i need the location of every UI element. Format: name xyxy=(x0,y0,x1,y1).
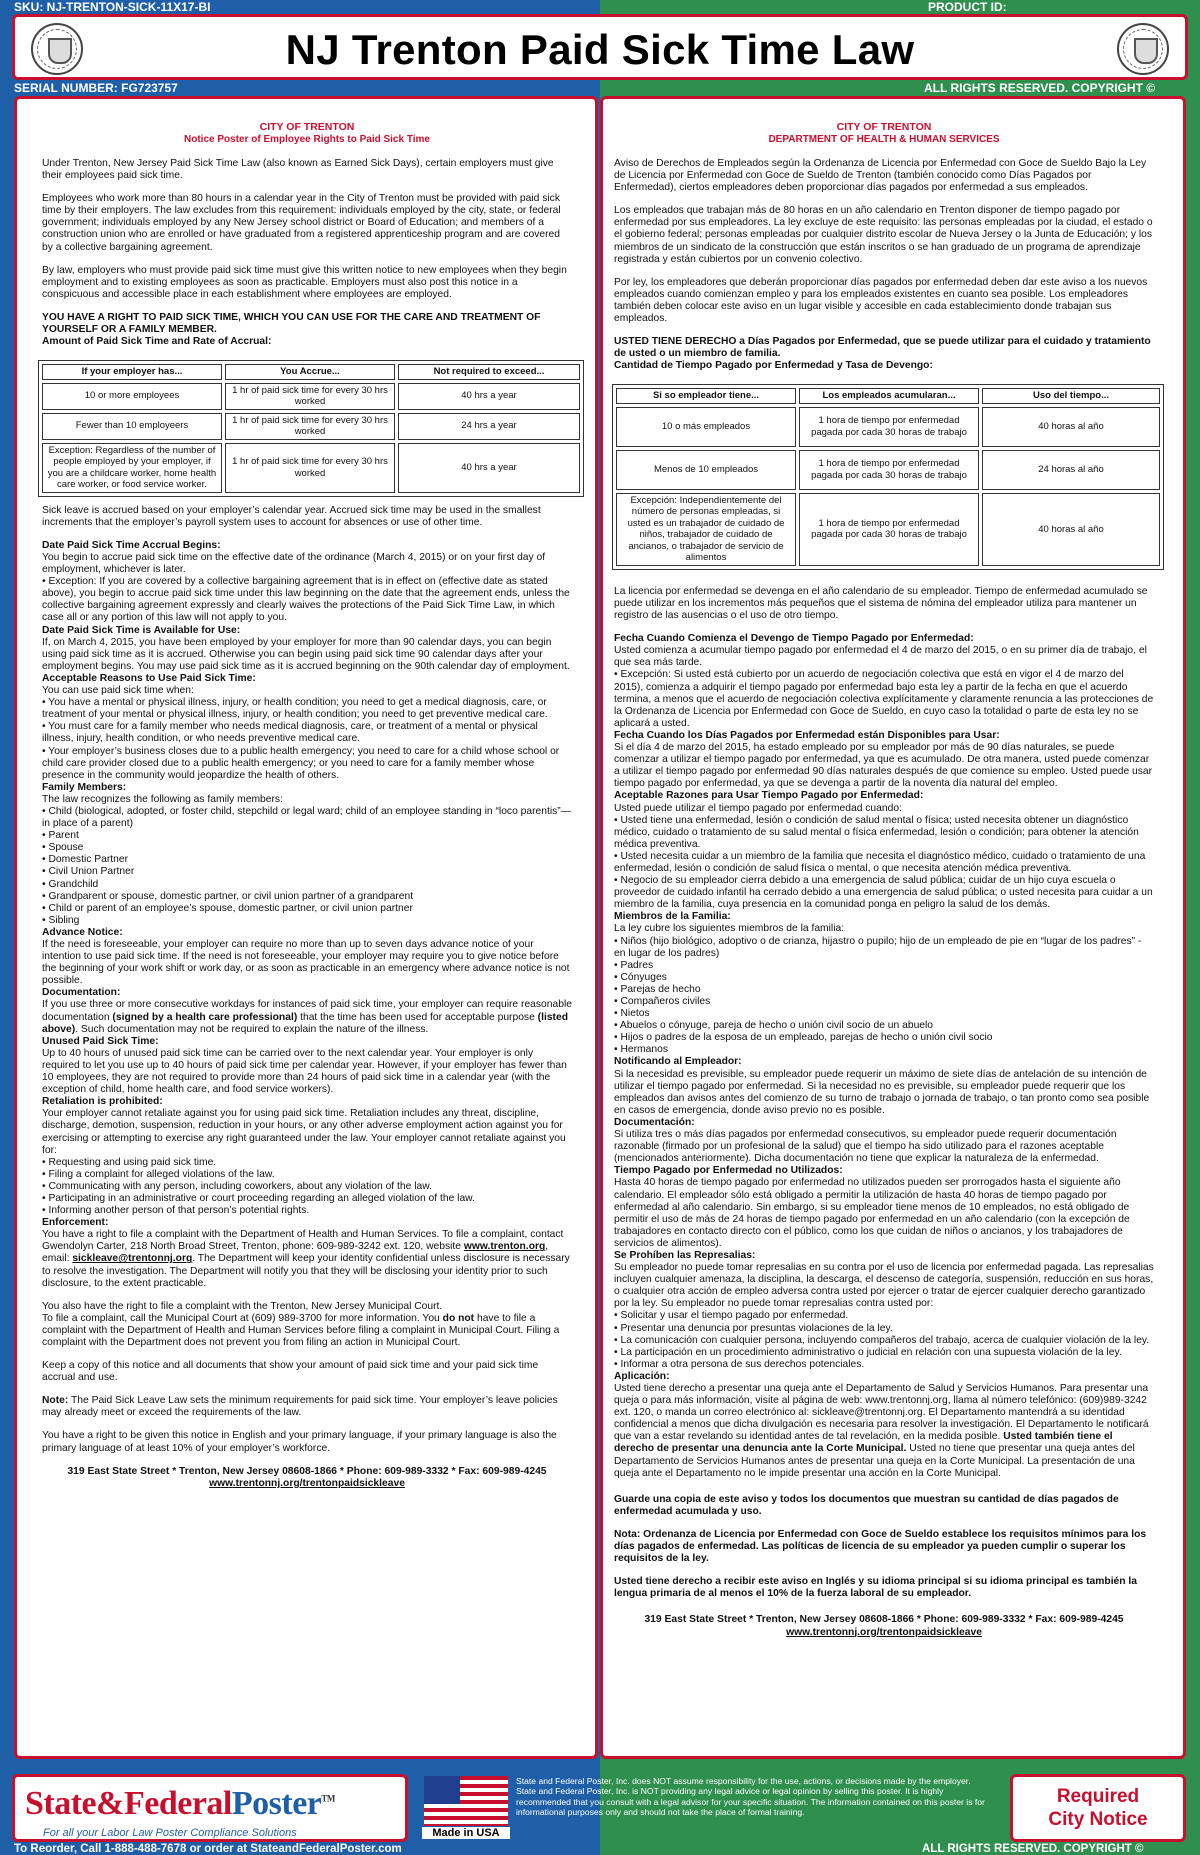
english-eligibility: Employees who work more than 80 hours in a calendar year in the City of Trenton must be provided with paid sick time by their employers. The law excludes from this requirement: individuals employed by the city, state, or federal government; individuals employed by any New Jersey school district or Board of Education; and members of a construction union who are enrolled or have graduated from a registered apprenticeship program and are covered by a collective bargaining agreement. xyxy=(42,193,561,253)
list-item: • Hermanos xyxy=(614,1044,668,1056)
section-heading: Fecha Cuando los Días Pagados por Enfermedad están Disponibles para Usar: xyxy=(614,729,1000,741)
spanish-accrual-note: La licencia por enfermedad se devenga en el año calendario de su empleador. Tiempo de enfermedad acumulado se puede utilizar en los incrementos más pequeños que el sistema de nómina del empleador utiliza para mantener un registro de las ausencias o el uso de otro tiempo. xyxy=(614,585,1148,622)
website-link[interactable]: www.trentonnj.org/trentonpaidsickleave xyxy=(786,1626,982,1638)
english-notice-panel xyxy=(14,96,598,1759)
brand-tagline: For all your Labor Law Poster Compliance Solutions xyxy=(43,1827,297,1839)
city-seal-icon xyxy=(1117,23,1169,75)
list-item: • Parent xyxy=(42,830,79,842)
copyright-footer: ALL RIGHTS RESERVED. COPYRIGHT © xyxy=(922,1843,1144,1855)
table-cell: 10 o más empleados xyxy=(616,407,796,447)
section-heading: Se Prohíben las Represalias: xyxy=(614,1249,756,1261)
section-text: Su empleador no puede tomar represalias en su contra por el uso de licencia por enfermedad pagada. Las represalias incluyen cualquier amenaza, la disciplina, la descarga, el descenso de categoría, suspensión, reducción en sus horas, o cualquier otra acción de empleo adversa contra usted por ejercer o tratar de ejercer cualquier derecho garantizado por la ley. Su empleador no puede tomar represalias contra usted por: xyxy=(614,1262,1154,1310)
court-text: To file a complaint, call the Municipal Court at (609) 989-3700 for more information. You do not have to file a complaint with the Department of Health and Human Services before filing a complaint in Municipal Court. Filing a complaint with the Department does not prevent you from filing an action in Municipal Court. xyxy=(42,1312,560,1348)
list-item: • Abuelos o cónyuge, pareja de hecho o unión civil socio de un abuelo xyxy=(614,1020,934,1032)
spanish-notice-panel xyxy=(600,96,1186,1759)
legal-disclaimer: State and Federal Poster, Inc. does NOT assume responsibility for the use, actions, or decisions made by the employer. State and Federal Poster, Inc. is NOT providing any legal advice or legal opinion by selling this poster. It is highly recommended that you consult with a legal advisor for your specific situation. The information contained on this poster is for informational purposes only and should not take the place of formal training. xyxy=(516,1776,985,1817)
list-item: • Domestic Partner xyxy=(42,854,129,866)
list-item: • Your employer’s business closes due to a public health emergency; you need to care for a child whose school or child care provider closed due to a public health emergency; or you need to care for a family member whose presence in the community would jeopardize the health of others. xyxy=(42,745,560,781)
section-heading: Advance Notice: xyxy=(42,926,123,938)
section-heading: Date Paid Sick Time Accrual Begins: xyxy=(42,539,221,551)
list-item: • Negocio de su empleador cierra debido a una emergencia de salud pública; cuidar de un hijo cuya escuela o proveedor de cuidado infantil ha cerrado debido a una emergencia de salud pública; o usted necesita para cuidar a un miembro de la familia, cuya presencia en la comunidad ponga en peligro la salud de los demás. xyxy=(614,875,1153,911)
spanish-amount-heading: Cantidad de Tiempo Pagado por Enfermedad y Tasa de Devengo: xyxy=(614,360,933,372)
section-text: La ley cubre los siguientes miembros de la familia: xyxy=(614,923,845,935)
section-text: If the need is foreseeable, your employer can require no more than up to seven days advance notice of your intention to use paid sick time. If the need is not foreseeable, your employer may require you to give notice before the beginning of your work shift or work day, or as soon as practicable in an emergency where advance notice is not possible. xyxy=(42,939,570,987)
section-text: Si el día 4 de marzo del 2015, ha estado empleado por su empleador por más de 90 días naturales, se puede comenzar a utilizar el tiempo pagado por enfermedad, ya que es acumulado. De otra manera, usted puede comenzar a utilizar el tiempo pagado por enfermedad 90 días naturales después de que comience su empleo. Usted puede usar tiempo pagado por enfermedad, ya que se devenga a partir de la noventa día natural del empleo. xyxy=(614,742,1153,790)
section-text: Hasta 40 horas de tiempo pagado por enfermedad no utilizados pueden ser prorrogados hasta el siguiente año calendario. El empleador sólo está obligado a permitir la utilización de hasta 40 horas de tiempo pagado por enfermedad al año calendario. Sin embargo, si su empleador tiene menos de 10 empleados, no está obligado de permitir el uso de más de 24 horas de tiempo pagado por enfermedad en un año calendario (con la excepción de trabajadores en contacto directo con el público, como los que cuidan de niños o ancianos, y los trabajadores de servicios de alimentos). xyxy=(614,1177,1130,1249)
table-header: You Accrue... xyxy=(225,364,395,380)
section-text: Up to 40 hours of unused paid sick time can be carried over to the next calendar year. Your employer is only required to let you use up to 40 hours of paid sick time per calendar year. However, if your employer has fewer than 10 employees, they are not required to provide more than 24 hours of paid sick time in a calendar year (with the exception of child, home health care, and food service workers). xyxy=(42,1047,567,1096)
section-text: Usted comienza a acumular tiempo pagado por enfermedad el 4 de marzo del 2015, o en su primer día de trabajo, el que sea más tarde. xyxy=(614,645,1147,669)
list-item: • Informar a otra persona de sus derechos potenciales. xyxy=(614,1358,865,1370)
section-text: Usted tiene derecho a presentar una queja ante el Departamento de Salud y Servicios Humanos. Para presentar una queja o para más información, visite al página de web: www.trentonnj.org, llama al número telefónico: (609)989-3242 ext. 120, o manda un correo electrónico al: sickleave@trentonnj.org. El Departamento mantendrá a su identidad confidencial a menos que dicha divulgación es necesaria para resolver la investigación. El Departamento le notificará que van a estar revelando su identidad antes de tal revelación, en la medida posible. Usted también tiene el derecho de presentar una denuncia ante la Corte Municipal. Usted no tiene que presentar una queja antes del Departamento de Servicios Humanos antes de presentar una queja en la Corte Municipal. La presentación de una queja ante el Departamento no le impide presentar una acción en la Corte Municipal. xyxy=(614,1383,1149,1479)
table-cell: Excepción: Independientemente del número de personas empleadas, si usted es un trabajador de cuidado de niños, trabajador de cuidado de ancianos, o trabajador de servicio de alimentos xyxy=(616,493,796,566)
required-notice-box xyxy=(1010,1774,1186,1842)
table-cell: 1 hora de tiempo por enfermedad pagada por cada 30 horas de trabajo xyxy=(799,450,979,490)
list-item: • La participación en un procedimiento administrativo o judicial en relación con una supuesta violación de la ley. xyxy=(614,1346,1122,1358)
section-heading: Date Paid Sick Time is Available for Use: xyxy=(42,624,241,636)
list-item: • Niños (hijo biológico, adoptivo o de crianza, hijastro o pupilo; hijo de un empleado de pie en “lugar de los padres” - en lugar de los padres) xyxy=(614,935,1142,959)
section-text: • Exception: If you are covered by a collective bargaining agreement that is in effect on (effective date as stated above), you begin to accrue paid sick time under this law beginning on the date that the agreement ends, unless the collective bargaining agreement expressly and clearly waives the protections of the Paid Sick Time Law, in which case all or any portion of this law will not apply to you. xyxy=(42,576,570,624)
list-item: • Participating in an administrative or court proceeding regarding an alleged violation of the law. xyxy=(42,1192,475,1204)
list-item: • You must care for a family member who needs medical diagnosis, care, or treatment of a mental or physical illness, injury, health condition, or who needs preventive medical care. xyxy=(42,721,538,745)
list-item: • Usted necesita cuidar a un miembro de la familia que necesita el diagnóstico médico, cuidado o tratamiento de una enfermedad, lesión o condición de salud física o mental, o que necesita atención médica preventiva. xyxy=(614,850,1146,874)
list-item: • Parejas de hecho xyxy=(614,983,701,995)
section-heading: Family Members: xyxy=(42,781,127,793)
table-header: Los empleados acumularan... xyxy=(799,388,979,404)
list-item: • Filing a complaint for alleged violations of the law. xyxy=(42,1168,275,1180)
section-heading: Documentation: xyxy=(42,987,121,999)
section-text: You can use paid sick time when: xyxy=(42,685,194,697)
usa-flag-icon xyxy=(424,1776,508,1826)
made-in-usa-label: Made in USA xyxy=(422,1827,510,1839)
table-row xyxy=(42,413,580,440)
note-text: Note: The Paid Sick Leave Law sets the minimum requirements for paid sick time. Your employer’s leave policies may already meet or exceed the requirements of the law. xyxy=(42,1395,558,1419)
list-item: • La comunicación con cualquier persona, incluyendo compañeros del trabajo, acerca de cualquier violación de la ley. xyxy=(614,1334,1150,1346)
section-text: You have a right to file a complaint with the Department of Health and Human Services. To file a complaint, contact Gwendolyn Carter, 218 North Broad Street, Trenton, phone: 609-989-3242 ext. 120, website www.trenton.org, email: sickleave@trentonnj.org. The Department will keep your identity confidential unless disclosure is necessary to resolve the investigation. The Department will notify you that they will be disclosing your identity prior to such disclosure, to the extent practicable. xyxy=(42,1229,570,1289)
table-cell: 10 or more employees xyxy=(42,383,222,410)
english-notice-requirement: By law, employers who must provide paid sick time must give this written notice to new employees when they begin employment and to existing employees as soon as practicable. Employers must also post this notice in a conspicuous and accessible place in each establishment where employees are employed. xyxy=(42,264,567,300)
brand-logo-box xyxy=(12,1774,408,1842)
section-heading: Unused Paid Sick Time: xyxy=(42,1035,159,1047)
list-item: • Child or parent of an employee’s spouse, domestic partner, or civil union partner xyxy=(42,902,413,914)
spanish-eligibility: Los empleados que trabajan más de 80 horas en un año calendario en Trenton disponer de tiempo pagado por enfermedad por sus empleadores. La ley excluye de este requisito: las personas empleadas por la ciudad, el estado o el gobierno federal; personas empleadas por cualquier distrito escolar de Nueva Jersey o la Junta de Educación; y los miembros de un sindicato de la construcción que están inscritos o se han graduado de un programa de aprendizaje registrada y están cubiertos por un convenio colectivo. xyxy=(614,205,1153,265)
english-right-statement: YOU HAVE A RIGHT TO PAID SICK TIME, WHICH YOU CAN USE FOR THE CARE AND TREATMENT OF YOURSELF OR A FAMILY MEMBER. xyxy=(42,311,541,336)
keep-copy-text: Guarde una copia de este aviso y todos los documentos que muestran su cantidad de días pagados de enfermedad acumulada y uso. xyxy=(614,1493,1119,1517)
product-id-label: PRODUCT ID: xyxy=(928,0,1007,14)
table-cell: 1 hr of paid sick time for every 30 hrs worked xyxy=(225,413,395,440)
list-item: • Civil Union Partner xyxy=(42,866,135,878)
list-item: • Compañeros civiles xyxy=(614,996,711,1007)
table-cell: Exception: Regardless of the number of people employed by your employer, if you are a childcare worker, home health care worker, or food service worker. xyxy=(42,443,222,493)
email-link[interactable]: sickleave@trentonnj.org xyxy=(72,1253,193,1265)
english-accrual-note: Sick leave is accrued based on your employer’s calendar year. Accrued sick time may be used in the smallest increments that the employer’s payroll system uses to account for absences or use of other time. xyxy=(42,504,541,528)
page-title: NJ Trenton Paid Sick Time Law xyxy=(285,26,915,73)
table-cell: 1 hora de tiempo por enfermedad pagada por cada 30 horas de trabajo xyxy=(799,407,979,447)
table-cell: 24 horas al año xyxy=(982,450,1160,490)
section-heading: Fecha Cuando Comienza el Devengo de Tiempo Pagado por Enfermedad: xyxy=(614,633,974,645)
serial-number: SERIAL NUMBER: FG723757 xyxy=(14,81,178,95)
table-header: Si so empleador tiene... xyxy=(616,388,796,404)
spanish-accrual-table xyxy=(612,384,1164,570)
english-accrual-table xyxy=(38,360,584,497)
list-item: • Spouse xyxy=(42,842,84,854)
section-text: Usted puede utilizar el tiempo pagado por enfermedad cuando: xyxy=(614,802,902,814)
list-item: • Solicitar y usar el tiempo pagado por enfermedad. xyxy=(614,1310,849,1322)
list-item: • Padres xyxy=(614,959,654,971)
section-text: You begin to accrue paid sick time on the effective date of the ordinance (March 4, 2015) or on your first day of employment, whichever is later. xyxy=(42,552,546,576)
table-row xyxy=(42,383,580,410)
section-heading: Aplicación: xyxy=(614,1370,670,1382)
section-text: Si utiliza tres o más días pagados por enfermedad consecutivos, su empleador puede requerir documentación razonable (firmado por un profesional de la salud) que el tiempo ha sido utilizado para el razones aceptable (mencionados anteriormente). Dicha documentación no tiene que explicar la naturaleza de la enfermedad. xyxy=(614,1129,1117,1165)
copyright-label: ALL RIGHTS RESERVED. COPYRIGHT © xyxy=(924,81,1156,95)
list-item: • Hijos o padres de la esposa de un empleado, parejas de hecho o unión civil socio xyxy=(614,1032,993,1044)
table-header: Not required to exceed... xyxy=(398,364,580,380)
language-text: Usted tiene derecho a recibir este aviso en Inglés y su idioma principal si su idioma principal es también la lengua primaria de al menos el 10% de la fuerza laboral de su empleador. xyxy=(614,1576,1138,1600)
list-item: • Nietos xyxy=(614,1008,650,1020)
list-item: • Grandchild xyxy=(42,878,99,890)
made-in-usa-badge xyxy=(422,1774,510,1842)
spanish-department: DEPARTMENT OF HEALTH & HUMAN SERVICES xyxy=(768,134,1000,145)
section-heading: Documentación: xyxy=(614,1116,695,1128)
language-text: You have a right to be given this notice in English and your primary language, if your primary language is also the primary language of at least 10% of your employer’s workforce. xyxy=(42,1430,557,1454)
english-intro: Under Trenton, New Jersey Paid Sick Time Law (also known as Earned Sick Days), certain employers must give their employees paid sick time. xyxy=(42,158,554,182)
section-heading: Notificando al Empleador: xyxy=(614,1056,742,1068)
section-heading: Miembros de la Familia: xyxy=(614,911,731,923)
required-label: Required City Notice xyxy=(1048,1786,1148,1830)
table-row xyxy=(42,443,580,493)
english-amount-heading: Amount of Paid Sick Time and Rate of Accrual: xyxy=(42,336,272,348)
website-link[interactable]: www.trentonnj.org/trentonpaidsickleave xyxy=(209,1477,405,1489)
table-cell: 1 hr of paid sick time for every 30 hrs worked xyxy=(225,443,395,493)
court-text: You also have the right to file a complaint with the Trenton, New Jersey Municipal Court. xyxy=(42,1300,443,1312)
section-text: The law recognizes the following as family members: xyxy=(42,793,283,805)
section-heading: Tiempo Pagado por Enfermedad no Utilizados: xyxy=(614,1165,843,1177)
sku-label: SKU: NJ-TRENTON-SICK-11X17-BI xyxy=(14,0,211,14)
table-cell: 40 horas al año xyxy=(982,493,1160,566)
spanish-city: CITY OF TRENTON xyxy=(836,121,932,133)
brand-logo: State&FederalPoster™ xyxy=(25,1785,335,1822)
table-header: If your employer has... xyxy=(42,364,222,380)
list-item: • You have a mental or physical illness, injury, or health condition; you need to get a medical diagnosis, care, or treatment of your mental or physical illness, injury, or health condition; you need to get preventive medical care. xyxy=(42,697,548,721)
list-item: • Grandparent or spouse, domestic partner, or civil union partner of a grandparent xyxy=(42,890,414,902)
section-heading: Acceptable Reasons to Use Paid Sick Time: xyxy=(42,672,256,684)
title-box xyxy=(12,14,1188,80)
section-heading: Retaliation is prohibited: xyxy=(42,1096,163,1108)
table-row xyxy=(616,493,1160,566)
section-text: Si la necesidad es previsible, su empleador puede requerir un máximo de siete días de antelación de su intención de utilizar el tiempo pagado por enfermedad. Si la necesidad no es previsible, su empleador puede requerir que los empleados dan avisos antes del comienzo de su turno de trabajo o jornada de trabajo, o tan pronto como sea posible en casos de emergencia, donde aviso previo no es posible. xyxy=(614,1068,1150,1116)
address: 319 East State Street * Trenton, New Jersey 08608-1866 * Phone: 609-989-3332 * Fax: 609-989-4245 xyxy=(644,1614,1124,1626)
table-row xyxy=(616,407,1160,447)
table-cell: 1 hora de tiempo por enfermedad pagada por cada 30 horas de trabajo xyxy=(799,493,979,566)
address: 319 East State Street * Trenton, New Jersey 08608-1866 * Phone: 609-989-3332 * Fax: 609-989-4245 xyxy=(67,1465,547,1477)
note-text: Nota: Ordenanza de Licencia por Enfermedad con Goce de Sueldo establece los requisitos mínimos para los días pagados de enfermedad. Las políticas de licencia de su empleador ya pueden cumplir o superar los requisitos de la ley. xyxy=(614,1528,1147,1565)
english-subtitle: Notice Poster of Employee Rights to Paid Sick Time xyxy=(184,134,430,145)
table-header: Uso del tiempo... xyxy=(982,388,1160,404)
spanish-notice-requirement: Por ley, los empleadores que deberán proporcionar días pagados por enfermedad deben dar este aviso a los nuevos empleados cuando comienzan empleo y para los empleados existentes en cuanto sea posible. Los empleadores también deben colocar este aviso en un lugar visible y accesible en cada establecimiento donde trabajan sus empleados. xyxy=(614,276,1148,325)
list-item: • Informing another person of that person’s potential rights. xyxy=(42,1205,310,1217)
list-item: • Usted tiene una enfermedad, lesión o condición de salud mental o física; usted necesita obtener un diagnóstico médico, cuidado o tratamiento de su salud mental o física enfermedad, lesión o condición; para obtener la atención médica preventiva. xyxy=(614,814,1139,850)
section-text: Your employer cannot retaliate against you for using paid sick time. Retaliation includes any threat, discipline, discharge, demotion, suspension, reduction in your hours, or any other adverse employment action against you for exercising or attempting to exercise any right guaranteed under the law. Your employer cannot retaliate against you for: xyxy=(42,1108,566,1156)
list-item: • Presentar una denuncia por presuntas violaciones de la ley. xyxy=(614,1322,893,1334)
list-item: • Sibling xyxy=(42,914,80,926)
table-row xyxy=(616,450,1160,490)
section-text: If you use three or more consecutive workdays for instances of paid sick time, your employer can require reasonable documentation (signed by a health care professional) that the time has been used for acceptable purpose (listed above). Such documentation may not be required to explain the nature of the illness. xyxy=(42,999,572,1035)
spanish-right-statement: USTED TIENE DERECHO a Días Pagados por Enfermedad, que se puede utilizar para el cuidado y tratamiento de usted o un miembro de familia. xyxy=(614,336,1151,360)
table-cell: 40 hrs a year xyxy=(398,443,580,493)
table-cell: 1 hr of paid sick time for every 30 hrs worked xyxy=(225,383,395,410)
list-item: • Cónyuges xyxy=(614,971,667,983)
table-cell: 40 hrs a year xyxy=(398,383,580,410)
keep-copy-text: Keep a copy of this notice and all documents that show your amount of paid sick time and your paid sick time accrual and use. xyxy=(42,1360,539,1384)
section-text: • Excepción: Si usted está cubierto por un acuerdo de negociación colectiva que está en vigor el 4 de marzo del 2015), comienza a adquirir el tiempo pagado por enfermedad bajo esta ley a partir de la fecha en que el acuerdo termina, a menos que el acuerdo de negociación colectiva explícitamente y claramente renuncia a las protecciones de la Ordenanza de Licencia por Enfermedad con Goce de Sueldo, en cuyo caso la totalidad o parte de esta ley no se aplicará a usted. xyxy=(614,669,1154,729)
section-text: If, on March 4, 2015, you have been employed by your employer for more than 90 calendar days, you can begin using paid sick time as it is accrued. Otherwise you can begin using paid sick time 90 calendar days after your employment begins. You may use paid sick time as it is accrued beginning on the 90th calendar day of employment. xyxy=(42,636,570,672)
table-cell: 24 hrs a year xyxy=(398,413,580,440)
table-cell: Fewer than 10 employeers xyxy=(42,413,222,440)
list-item: • Communicating with any person, including coworkers, about any violation of the law. xyxy=(42,1180,432,1192)
table-cell: 40 horas al año xyxy=(982,407,1160,447)
spanish-intro: Aviso de Derechos de Empleados según la Ordenanza de Licencia por Enfermedad con Goce de Sueldo Bajo la Ley de Licencia por Enfermedad con Goce de Sueldo de Trenton (también conocido como Días Pagados por Enfermedad), ciertos empleadores deben proporcionar días pagados por enfermedad a sus empleados. xyxy=(614,158,1147,194)
table-cell: Menos de 10 empleados xyxy=(616,450,796,490)
section-heading: Aceptable Razones para Usar Tiempo Pagado por Enfermedad: xyxy=(614,790,924,802)
website-link[interactable]: www.trenton.org xyxy=(463,1241,546,1253)
list-item: • Requesting and using paid sick time. xyxy=(42,1156,217,1168)
english-city: CITY OF TRENTON xyxy=(259,121,355,133)
list-item: • Child (biological, adopted, or foster child, stepchild or legal ward; child of an employee standing in “loco parentis”— in place of a parent) xyxy=(42,805,572,830)
section-heading: Enforcement: xyxy=(42,1217,109,1229)
reorder-info: To Reorder, Call 1-888-488-7678 or order at StateandFederalPoster.com xyxy=(14,1843,402,1855)
